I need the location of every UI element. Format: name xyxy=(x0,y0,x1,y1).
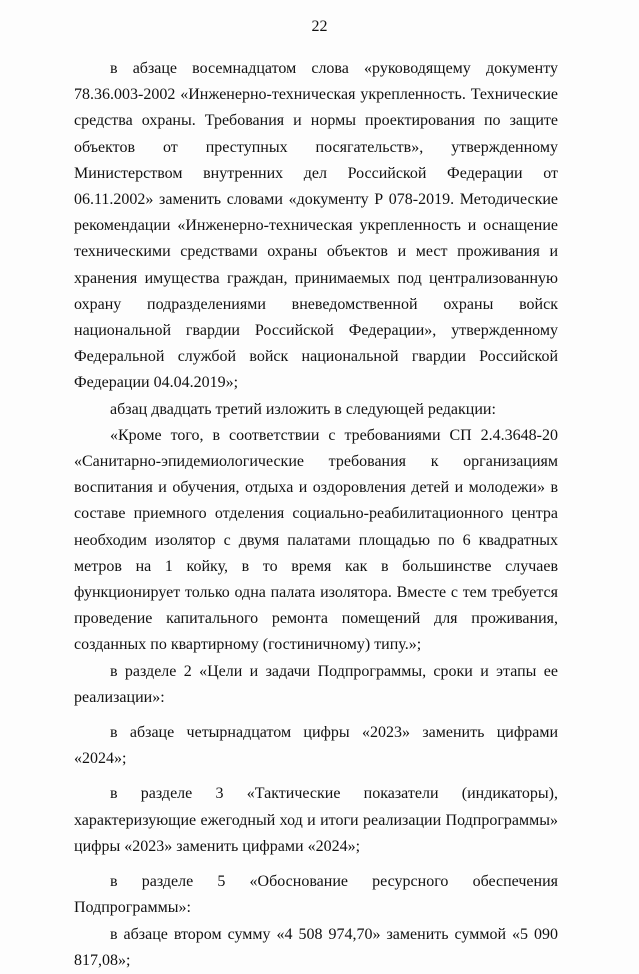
paragraph-section-2: в разделе 2 «Цели и задачи Подпрограммы, сроки и этапы ее реализации»: xyxy=(74,662,558,706)
paragraph-abzac-18: в абзаце восемнадцатом слова «руководящему документу 78.36.003-2002 «Инженерно-техническая укрепленность. Технические средства охраны. Требования и нормы проектирования по защите объектов от преступных посягательств», утвержденному Министерством внутренних дел Российской Федерации от 06.11.2002» заменить словами «документу Р 078-2019. Методические рекомендации «Инженерно-техническая укрепленность и оснащение техническими средствами охраны объектов и мест проживания и хранения имущества граждан, принимаемых под централизованную охрану подразделениями вневедомственной охраны войск национальной гвардии Российской Федерации», утвержденному Федеральной службой войск национальной гвардии Российской Федерации 04.04.2019»; xyxy=(74,60,558,392)
paragraph-section-2-abzac-14: в абзаце четырнадцатом цифры «2023» заменить цифрами «2024»; xyxy=(74,724,558,768)
paragraph-new-wording: «Кроме того, в соответствии с требованиями СП 2.4.3648-20 «Санитарно-эпидемиологические требования к организациям воспитания и обучения, отдыха и оздоровления детей и молодежи» в составе приемного отделения социально-реабилитационного центра необходим изолятор с двумя палатами площадью по 6 квадратных метров на 1 койку, в то время как в большинстве случаев функционирует только одна палата изолятора. Вместе с тем требуется проведение капитального ремонта помещений для проживания, созданных по квартирному (гостиничному) типу.»; xyxy=(74,426,558,654)
paragraph-section-5-abzac-2: в абзаце втором сумму «4 508 974,70» заменить суммой «5 090 817,08»; xyxy=(74,925,558,969)
document-body xyxy=(74,56,558,974)
paragraph-abzac-23-intro: абзац двадцать третий изложить в следующей редакции: xyxy=(110,400,496,418)
paragraph-section-5: в разделе 5 «Обоснование ресурсного обеспечения Подпрограммы»: xyxy=(74,873,558,917)
paragraph-section-3: в разделе 3 «Тактические показатели (индикаторы), характеризующие ежегодный ход и итоги реализации Подпрограммы» цифры «2023» заменить цифрами «2024»; xyxy=(74,785,558,855)
page-number: 22 xyxy=(311,18,328,35)
